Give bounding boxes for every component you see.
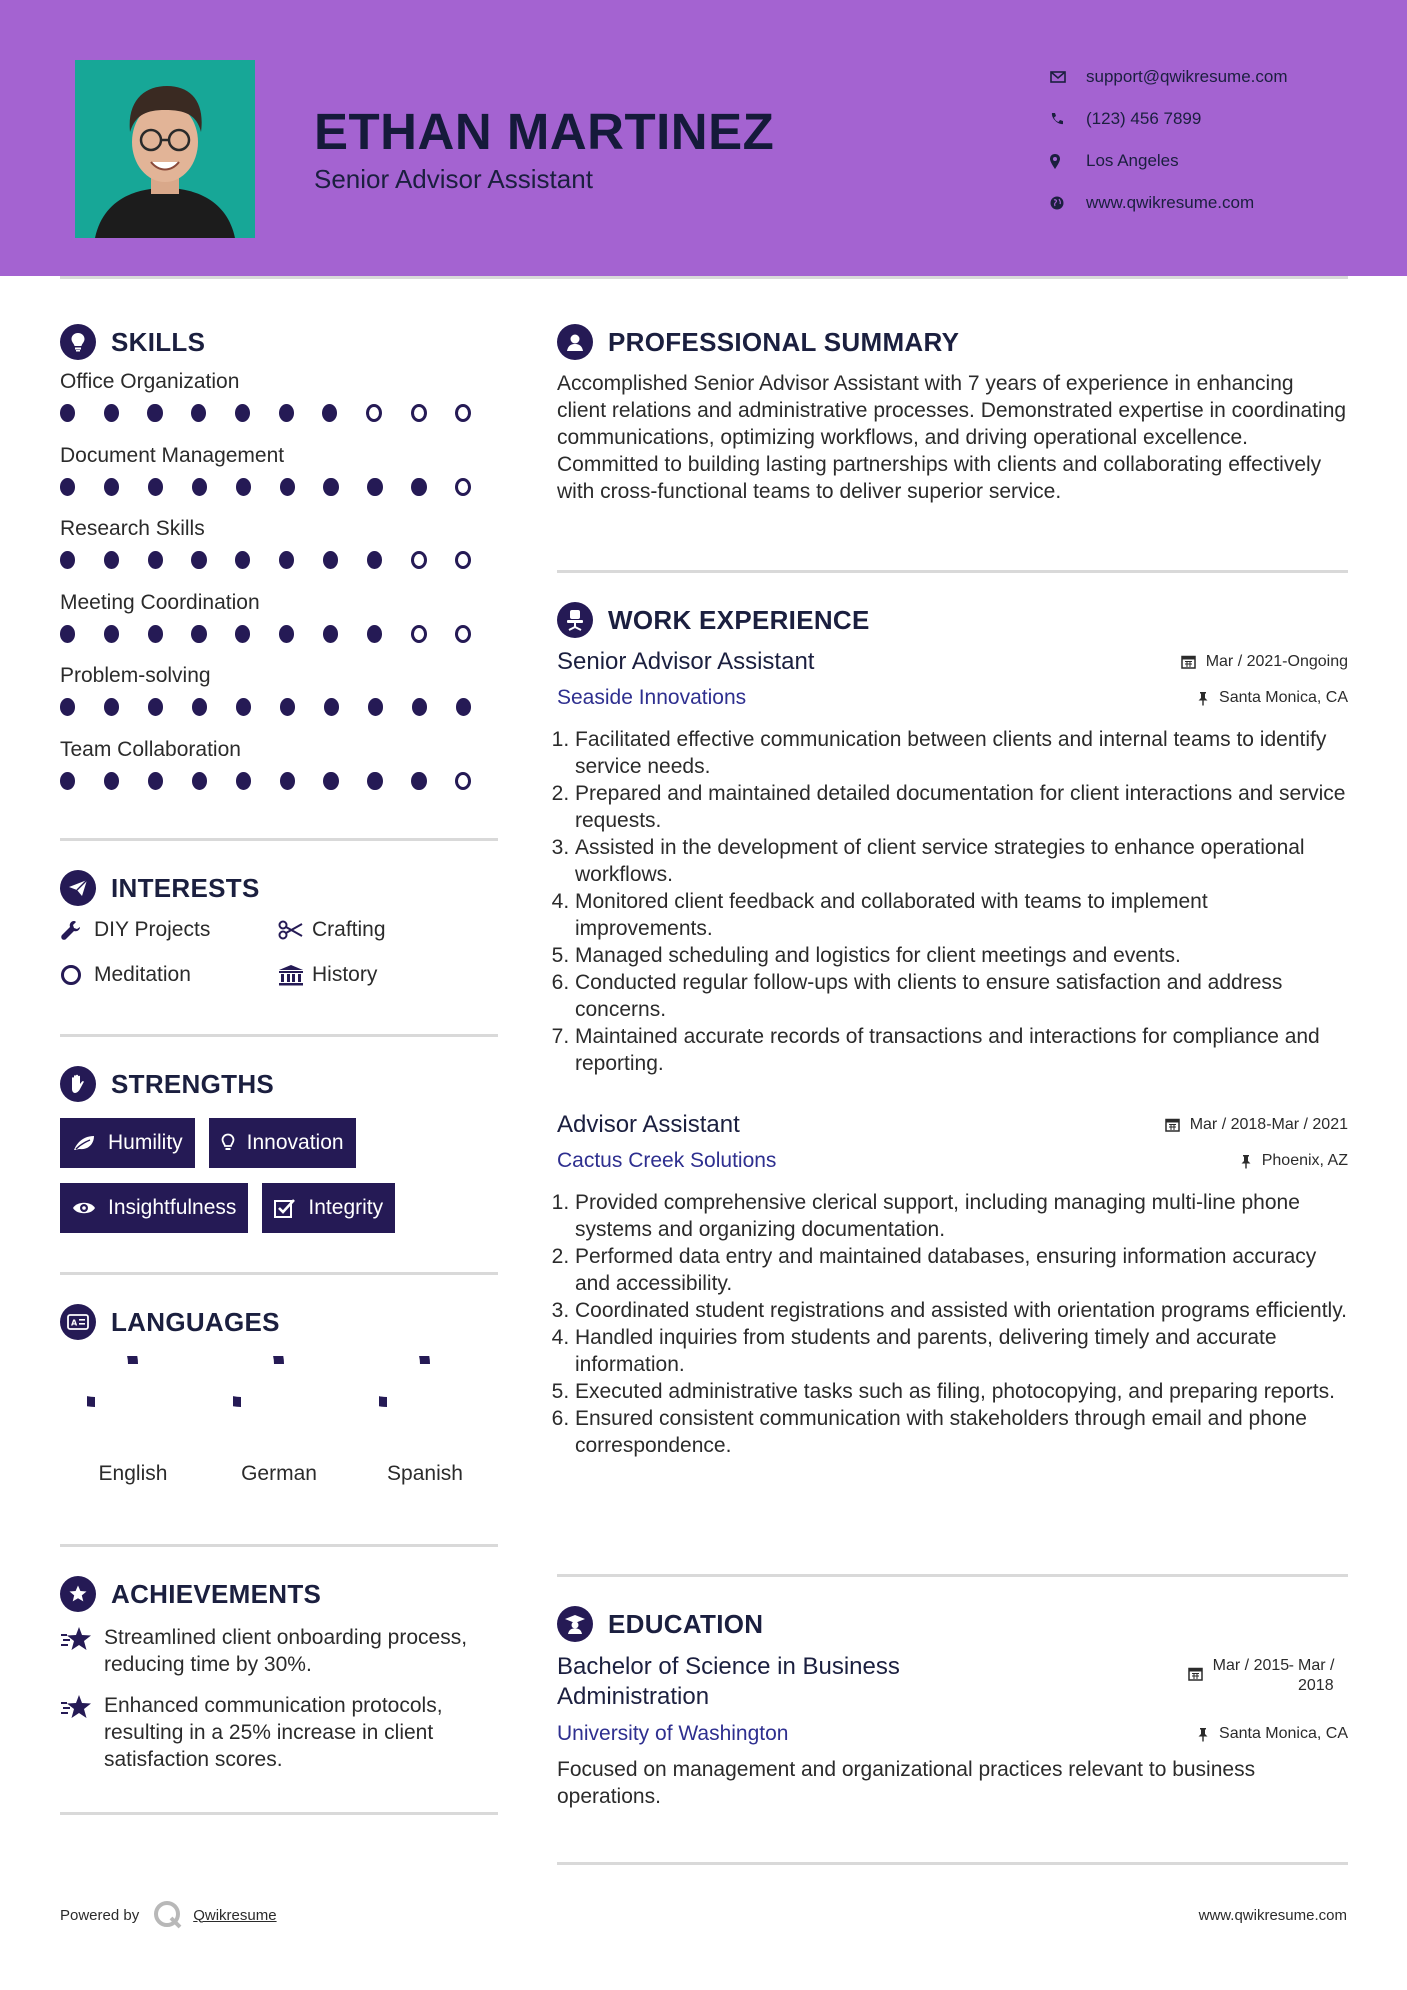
language-level-ring xyxy=(87,1356,179,1448)
rating-dot-empty xyxy=(411,404,427,422)
skills-list xyxy=(60,370,500,811)
rating-dot-filled xyxy=(60,551,75,569)
strength-label: Integrity xyxy=(308,1196,384,1219)
rating-dot-filled xyxy=(148,551,163,569)
pushpin-icon xyxy=(1197,1727,1209,1742)
rating-dot-filled xyxy=(324,698,339,716)
header-divider xyxy=(60,276,1348,279)
language-item xyxy=(206,1356,352,1486)
interests-list xyxy=(60,916,500,988)
job-location xyxy=(1197,689,1348,707)
education-start: Mar / 2015 xyxy=(1212,1657,1290,1674)
circle-icon xyxy=(60,964,94,986)
rating-dot-filled xyxy=(323,551,338,569)
office-chair-icon xyxy=(557,602,593,638)
rating-dot-filled xyxy=(235,551,250,569)
eye-icon xyxy=(72,1200,96,1216)
wrench-icon xyxy=(60,919,94,941)
skill-item xyxy=(60,444,500,518)
rating-dot-filled xyxy=(148,478,163,496)
duty-item: 4. Handled inquiries from students and parents, delivering timely and accurate information. xyxy=(575,1324,1348,1378)
skill-name: Meeting Coordination xyxy=(60,590,260,614)
skill-name: Office Organization xyxy=(60,370,240,393)
rating-dot-filled xyxy=(104,404,119,422)
interest-label: Crafting xyxy=(312,917,386,941)
rating-dot-empty xyxy=(455,404,471,422)
rating-dot-empty xyxy=(455,772,471,790)
strengths-heading xyxy=(60,1066,274,1102)
duties-list xyxy=(557,1189,1348,1459)
duty-item: 5. Managed scheduling and logistics for client meetings and events. xyxy=(575,942,1348,969)
company-name: Cactus Creek Solutions xyxy=(557,1149,777,1172)
achievement-text: Enhanced communication protocols, resulting in a 25% increase in client satisfaction scores. xyxy=(104,1694,443,1771)
rating-dot-filled xyxy=(412,698,427,716)
lightbulb-icon xyxy=(60,324,96,360)
duty-item: 4. Monitored client feedback and collaborated with teams to implement improvements. xyxy=(575,888,1348,942)
powered-by-label: Powered by xyxy=(60,1906,140,1924)
calendar-icon xyxy=(1165,1117,1180,1132)
calendar-icon xyxy=(1188,1666,1203,1687)
interests-heading xyxy=(60,870,260,906)
skill-rating xyxy=(60,551,500,569)
resume-header xyxy=(0,0,1407,276)
degree-title: Bachelor of Science in Business Administration xyxy=(557,1653,900,1710)
id-card-icon xyxy=(60,1304,96,1340)
language-name: Spanish xyxy=(387,1462,463,1485)
company-name: Seaside Innovations xyxy=(557,686,747,709)
strength-tag xyxy=(60,1183,248,1233)
rating-dot-filled xyxy=(323,625,338,643)
graduate-icon xyxy=(557,1606,593,1642)
rating-dot-filled xyxy=(411,772,426,790)
languages-heading xyxy=(60,1304,280,1340)
work-heading xyxy=(557,602,870,638)
rating-dot-filled xyxy=(280,698,295,716)
job-title: Senior Advisor Assistant xyxy=(557,648,815,675)
scissors-icon xyxy=(278,920,312,940)
candidate-name: ETHAN MARTINEZ xyxy=(314,103,775,160)
skill-rating xyxy=(60,625,500,643)
rating-dot-empty xyxy=(411,551,427,569)
divider xyxy=(60,1034,498,1037)
interests-title: INTERESTS xyxy=(111,872,260,903)
institution-icon xyxy=(278,964,312,986)
skill-name: Problem-solving xyxy=(60,664,211,687)
rating-dot-empty xyxy=(455,478,471,496)
duty-item: 3. Coordinated student registrations and assisted with orientation programs efficiently. xyxy=(575,1297,1348,1324)
hand-icon xyxy=(60,1066,96,1102)
rating-dot-filled xyxy=(147,404,162,422)
language-level-ring xyxy=(379,1356,471,1448)
languages-title: LANGUAGES xyxy=(111,1306,280,1337)
skill-rating xyxy=(60,772,500,790)
pushpin-icon xyxy=(1240,1154,1252,1169)
job-location-text: Santa Monica, CA xyxy=(1219,689,1348,706)
interest-label: History xyxy=(312,962,378,986)
star-icon xyxy=(60,1692,104,1773)
rating-dot-empty xyxy=(455,625,471,643)
rating-dot-filled xyxy=(191,625,206,643)
qwikresume-logo-icon xyxy=(153,1900,183,1930)
achievement-item xyxy=(60,1692,500,1773)
rating-dot-filled xyxy=(104,698,119,716)
education-date-separator: - xyxy=(1288,1657,1294,1674)
rating-dot-empty xyxy=(366,404,382,422)
skill-rating xyxy=(60,698,500,716)
contact-email-text: support@qwikresume.com xyxy=(1086,67,1288,86)
rating-dot-filled xyxy=(367,478,382,496)
contact-phone[interactable] xyxy=(1050,98,1288,140)
lightbulb-icon xyxy=(221,1133,235,1153)
contact-location xyxy=(1050,140,1288,182)
skill-name: Document Management xyxy=(60,443,285,467)
envelope-icon xyxy=(1050,71,1086,83)
job-dates-text: Mar / 2018-Mar / 2021 xyxy=(1189,1115,1348,1133)
contact-website-text: www.qwikresume.com xyxy=(1086,193,1255,212)
skill-item xyxy=(60,517,500,591)
work-title: WORK EXPERIENCE xyxy=(608,604,870,635)
rating-dot-filled xyxy=(148,625,163,643)
contact-location-text: Los Angeles xyxy=(1086,151,1179,170)
duty-item: 7. Maintained accurate records of transactions and interactions for compliance and reporting. xyxy=(575,1023,1348,1077)
rating-dot-filled xyxy=(279,404,294,422)
rating-dot-filled xyxy=(191,551,206,569)
skill-rating xyxy=(60,404,500,422)
languages-list xyxy=(60,1356,498,1486)
star-icon xyxy=(60,1624,104,1678)
candidate-role: Senior Advisor Assistant xyxy=(314,164,593,194)
summary-text: Accomplished Senior Advisor Assistant with 7 years of experience in enhancing client relations and administrative processes. Demonstrated expertise in coordinating communications, optimizing workflows, and driving operational excellence. Committed to building lasting partnerships with clients and collaborating effectively with cross-functional teams to deliver superior service. xyxy=(557,372,1347,503)
interest-label: Meditation xyxy=(94,962,191,986)
rating-dot-filled xyxy=(191,404,206,422)
contact-website[interactable] xyxy=(1050,182,1288,224)
rating-dot-filled xyxy=(60,698,75,716)
strength-row xyxy=(60,1118,500,1168)
brand-link[interactable]: Qwikresume xyxy=(193,1906,277,1924)
education-end: Mar / 2018 xyxy=(1298,1657,1335,1694)
rating-dot-filled xyxy=(236,772,251,790)
duty-item: 1. Provided comprehensive clerical support, including managing multi-line phone systems and organizing documentation. xyxy=(575,1189,1348,1243)
language-item xyxy=(352,1356,498,1486)
duty-item: 2. Prepared and maintained detailed documentation for client interactions and service requests. xyxy=(575,780,1348,834)
rating-dot-filled xyxy=(104,625,119,643)
summary-title: PROFESSIONAL SUMMARY xyxy=(608,326,960,357)
rating-dot-filled xyxy=(192,698,207,716)
rating-dot-filled xyxy=(322,404,337,422)
duty-item: 3. Assisted in the development of client service strategies to enhance operational workflows. xyxy=(575,834,1348,888)
language-name: German xyxy=(241,1462,317,1485)
strengths-title: STRENGTHS xyxy=(111,1068,275,1099)
strength-label: Innovation xyxy=(246,1131,344,1154)
calendar-icon xyxy=(1181,654,1196,669)
rating-dot-filled xyxy=(411,478,426,496)
skill-rating xyxy=(60,478,500,496)
school-name: University of Washington xyxy=(557,1722,789,1745)
language-item xyxy=(60,1356,206,1486)
rating-dot-filled xyxy=(104,551,119,569)
duty-item: 6. Conducted regular follow-ups with clients to ensure satisfaction and address concerns. xyxy=(575,969,1348,1023)
rating-dot-filled xyxy=(60,404,75,422)
rating-dot-filled xyxy=(148,698,163,716)
svg-text:A: A xyxy=(71,1318,78,1328)
contact-phone-text: (123) 456 7899 xyxy=(1086,109,1202,128)
job-entry xyxy=(557,648,1348,1077)
map-pin-icon xyxy=(1050,154,1086,169)
strengths-list xyxy=(60,1118,500,1248)
rating-dot-filled xyxy=(60,625,75,643)
globe-icon xyxy=(1050,196,1086,210)
summary-heading xyxy=(557,324,959,360)
achievement-text: Streamlined client onboarding process, reducing time by 30%. xyxy=(104,1626,468,1676)
rating-dot-filled xyxy=(279,625,294,643)
pushpin-icon xyxy=(1197,691,1209,706)
education-entry xyxy=(557,1652,1348,1810)
rating-dot-filled xyxy=(60,772,75,790)
divider xyxy=(557,570,1348,573)
skill-item xyxy=(60,664,500,738)
duty-item: 6. Ensured consistent communication with stakeholders through email and phone correspondence. xyxy=(575,1405,1348,1459)
skills-title: SKILLS xyxy=(111,326,206,357)
job-dates xyxy=(1165,1116,1348,1134)
strength-label: Insightfulness xyxy=(108,1196,237,1219)
strength-label: Humility xyxy=(108,1131,183,1154)
strength-tag xyxy=(262,1183,395,1233)
strength-row xyxy=(60,1183,500,1233)
rating-dot-filled xyxy=(367,625,382,643)
achievements-title: ACHIEVEMENTS xyxy=(111,1578,322,1609)
interest-item xyxy=(278,916,478,943)
skills-heading xyxy=(60,324,205,360)
language-name: English xyxy=(98,1462,168,1485)
rating-dot-filled xyxy=(367,551,382,569)
interest-label: DIY Projects xyxy=(94,917,211,941)
divider xyxy=(60,1544,498,1547)
footer-powered-by xyxy=(60,1900,277,1930)
rating-dot-filled xyxy=(323,772,338,790)
check-square-icon xyxy=(274,1198,296,1218)
rating-dot-filled xyxy=(104,772,119,790)
skill-item xyxy=(60,370,500,444)
achievements-heading xyxy=(60,1576,321,1612)
rating-dot-filled xyxy=(367,772,382,790)
duties-list xyxy=(557,726,1348,1077)
education-location xyxy=(1197,1725,1348,1743)
language-level-ring xyxy=(233,1356,325,1448)
divider xyxy=(60,1272,498,1275)
education-title: EDUCATION xyxy=(608,1608,764,1639)
profile-photo xyxy=(75,60,255,238)
rating-dot-empty xyxy=(411,625,427,643)
divider xyxy=(60,838,498,841)
strength-tag xyxy=(209,1118,356,1168)
rating-dot-filled xyxy=(192,478,207,496)
rating-dot-filled xyxy=(279,551,294,569)
phone-icon xyxy=(1050,112,1086,126)
achievement-item xyxy=(60,1624,500,1678)
education-description: Focused on management and organizational practices relevant to business operations. xyxy=(557,1758,1256,1808)
rating-dot-filled xyxy=(456,698,471,716)
job-dates xyxy=(1181,653,1348,671)
job-location xyxy=(1240,1152,1348,1170)
profile-photo-illustration xyxy=(75,60,255,238)
rating-dot-filled xyxy=(235,625,250,643)
star-badge-icon xyxy=(60,1576,96,1612)
rating-dot-filled xyxy=(104,478,119,496)
rating-dot-filled xyxy=(235,404,250,422)
duty-item: 5. Executed administrative tasks such as filing, photocopying, and preparing reports. xyxy=(575,1378,1348,1405)
rating-dot-filled xyxy=(280,478,295,496)
rating-dot-empty xyxy=(455,551,471,569)
duty-item: 2. Performed data entry and maintained databases, ensuring information accuracy and accessibility. xyxy=(575,1243,1348,1297)
contact-email[interactable] xyxy=(1050,56,1288,98)
duty-item: 1. Facilitated effective communication between clients and internal teams to identify service needs. xyxy=(575,726,1348,780)
rating-dot-filled xyxy=(280,772,295,790)
education-location-text: Santa Monica, CA xyxy=(1219,1725,1348,1742)
user-icon xyxy=(557,324,593,360)
language-level-arc xyxy=(87,1356,133,1402)
language-level-arc xyxy=(379,1356,425,1402)
job-entry xyxy=(557,1111,1348,1459)
rating-dot-filled xyxy=(60,478,75,496)
rating-dot-filled xyxy=(236,698,251,716)
achievements-list xyxy=(60,1624,500,1787)
paper-plane-icon xyxy=(60,870,96,906)
interest-item xyxy=(60,916,278,943)
education-dates xyxy=(1188,1656,1348,1712)
job-dates-text: Mar / 2021-Ongoing xyxy=(1205,652,1348,670)
skill-name: Team Collaboration xyxy=(60,737,241,761)
interest-item xyxy=(278,961,478,988)
rating-dot-filled xyxy=(323,478,338,496)
divider xyxy=(60,1812,498,1815)
strength-tag xyxy=(60,1118,195,1168)
divider xyxy=(557,1574,1348,1577)
language-level-arc xyxy=(233,1356,279,1402)
rating-dot-filled xyxy=(236,478,251,496)
job-title: Advisor Assistant xyxy=(557,1111,740,1138)
education-heading xyxy=(557,1606,763,1642)
rating-dot-filled xyxy=(192,772,207,790)
rating-dot-filled xyxy=(368,698,383,716)
rating-dot-filled xyxy=(148,772,163,790)
job-location-text: Phoenix, AZ xyxy=(1261,1152,1348,1169)
leaf-icon xyxy=(72,1134,96,1152)
skill-item xyxy=(60,591,500,665)
interest-item xyxy=(60,961,278,988)
skill-name: Research Skills xyxy=(60,517,205,540)
contact-list xyxy=(1050,56,1288,224)
divider xyxy=(557,1862,1348,1865)
footer-url[interactable]: www.qwikresume.com xyxy=(1198,1907,1347,1924)
skill-item xyxy=(60,738,500,812)
